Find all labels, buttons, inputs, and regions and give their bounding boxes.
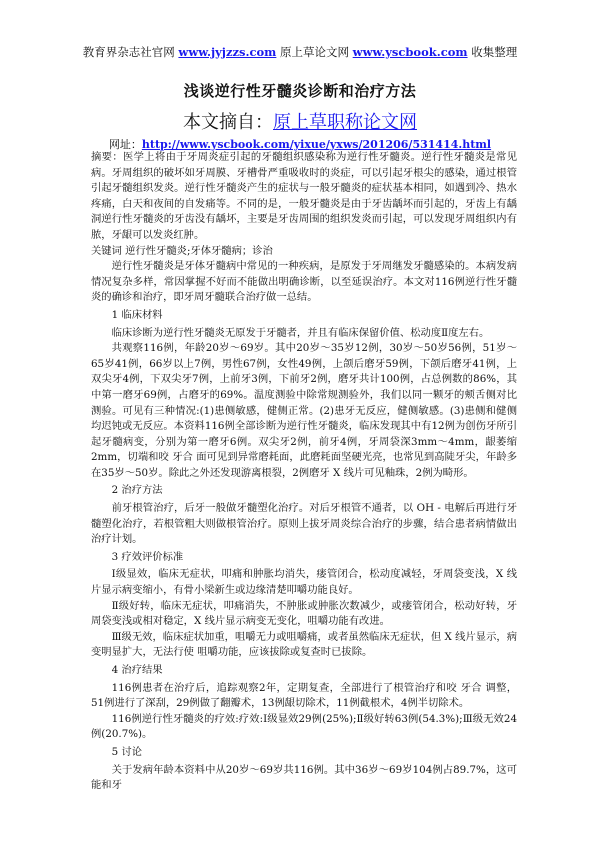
section-3-paragraph-2: Ⅱ级好转，临床无症状，叩痛消失，不肿胀或肿胀次数减少，或瘘管闭合，松动好转，牙周袋变浅或相对稳定，X 线片显示病变无变化，咀嚼功能有改进。 [91, 599, 517, 628]
source-subtitle [0, 108, 600, 134]
header-middle: 原上草论文网 [276, 45, 353, 59]
section-2-paragraph-1: 前牙根管治疗，后牙一般做牙髓塑化治疗。对后牙根管不通者，以 OH - 电解后再进行牙髓塑化治疗，若根管粗大则做根管治疗。原则上拔牙周炎综合治疗的步骤，结合患者病情做出治疗计划。 [91, 502, 517, 546]
keywords-line: 关键词 逆行性牙髓炎;牙体牙髓病；诊治 [91, 244, 273, 257]
header-suffix: 收集整理 [467, 45, 518, 59]
section-1-paragraph-1: 临床诊断为逆行性牙髓炎无原发于牙髓者，并且有临床保留价值、松动度Ⅱ度左右。 [111, 326, 490, 339]
section-4-heading: 4 治疗结果 [111, 664, 163, 676]
section-5-heading: 5 讨论 [111, 745, 143, 758]
url-label: 网址： [108, 138, 142, 151]
section-1-paragraph-2: 共观察116例，年龄20岁～69岁。其中20岁～35岁12例，30岁～50岁56例，51岁～65岁41例，66岁以上7例，男性67例，女性49例，上颌后磨牙59例，下颌后磨牙41例，上双尖牙4例，下双尖牙7例，上前牙3例，下前牙2例，磨牙共计100例，占总例数的86%，其中第一磨牙69例，占磨牙的69%。温度测验中除常规测验外，我们以同一颗牙的颊舌侧对比测验。可见有三种情况:(1)患侧敏感，健侧正常。(2)患牙无反应，健侧敏感。(3)患侧和健侧均迟钝或无反应。本资料116例全部诊断为逆行性牙髓炎，临床发现其中有12例为创伤牙所引起牙髓病变，分别为第一磨牙6例。双尖牙2例，前牙4例，牙周袋深3mm～4mm，龈萎缩2mm，切端和咬 牙合 面可见到异常磨耗面，此磨耗面坚硬光亮，也常见到高陡牙尖，年龄多在35岁～50岁。除此之外还发现游离根裂，2例磨牙 X 线片可见釉珠，2例为畸形。 [91, 342, 517, 479]
section-3-heading: 3 疗效评价标准 [111, 550, 184, 563]
section-1-heading: 1 临床材料 [111, 308, 163, 321]
jyjzzs-link[interactable]: www.jyjzzs.com [178, 45, 277, 59]
subtitle-prefix: 本文摘自： [183, 112, 273, 133]
section-2-heading: 2 治疗方法 [111, 484, 163, 497]
source-header [0, 44, 600, 60]
subtitle-link[interactable]: 原上草职称论文网 [273, 112, 417, 133]
intro-paragraph: 逆行性牙髓炎是牙体牙髓病中常见的一种疾病，是原发于牙周继发牙髓感染的。本病发病情况复杂多样，常因掌握不好而不能做出明确诊断，以至延误治疗。本文对116例逆行性牙髓炎的确诊和治疗，即牙周牙髓联合治疗做一总结。 [91, 260, 517, 304]
section-3-paragraph-1: Ⅰ级显效，临床无症状，叩痛和肿胀均消失，瘘管闭合，松动度减轻，牙周袋变浅，X 线片显示病变缩小，有骨小梁新生或边缘清楚叩嚼功能良好。 [91, 568, 517, 597]
yscbook-link[interactable]: www.yscbook.com [352, 45, 468, 59]
article-body [91, 150, 517, 794]
section-5-paragraph-1: 关于发病年龄本资料中从20岁～69岁共116例。其中36岁～69岁104例占89.7%，这可能和牙 [91, 763, 517, 792]
section-4-paragraph-2: 116例逆行性牙髓炎的疗效:疗效:Ⅰ级显效29例(25%);Ⅱ级好转63例(54.3%);Ⅲ级无效24例(20.7%)。 [91, 712, 517, 741]
abstract-paragraph: 摘要：医学上将由于牙周炎症引起的牙髓组织感染称为逆行性牙髓炎。逆行性牙髓炎是常见病。牙周组织的破坏如牙周膜、牙槽骨严重吸收时的炎症，可以引起牙根尖的感染，通过根管引起牙髓组织发炎。逆行性牙髓炎产生的症状与一般牙髓炎的症状基本相同，如遇到冷、热水疼痛，白天和夜间的自发痛等。不同的是，一般牙髓炎是由于牙齿龋坏而引起的，牙齿上有龋洞逆行性牙髓炎的牙齿没有龋坏，主要是牙齿周围的组织发炎而引起，可以发现牙周组织内有脓，牙龈可以发炎红肿。 [91, 151, 517, 241]
paper-title: 浅谈逆行性牙髓炎诊断和治疗方法 [183, 82, 417, 100]
section-4-paragraph-1: 116例患者在治疗后，追踪观察2年，定期复查，全部进行了根管治疗和咬 牙合 调整，51例进行了深刮，29例做了翻瓣术，13例龈切除术，11例截根术，4例半切除术。 [91, 681, 517, 710]
article-url-link[interactable]: http://www.yscbook.com/yixue/yxws/201206/531414.html [141, 138, 492, 151]
header-prefix: 教育界杂志社官网 [82, 45, 179, 59]
section-3-paragraph-3: Ⅲ级无效，临床症状加重，咀嚼无力或咀嚼痛，或者虽然临床无症状，但 X 线片显示，病变明显扩大，无法行使 咀嚼功能，应该拔除或复查时已拔除。 [91, 630, 517, 659]
